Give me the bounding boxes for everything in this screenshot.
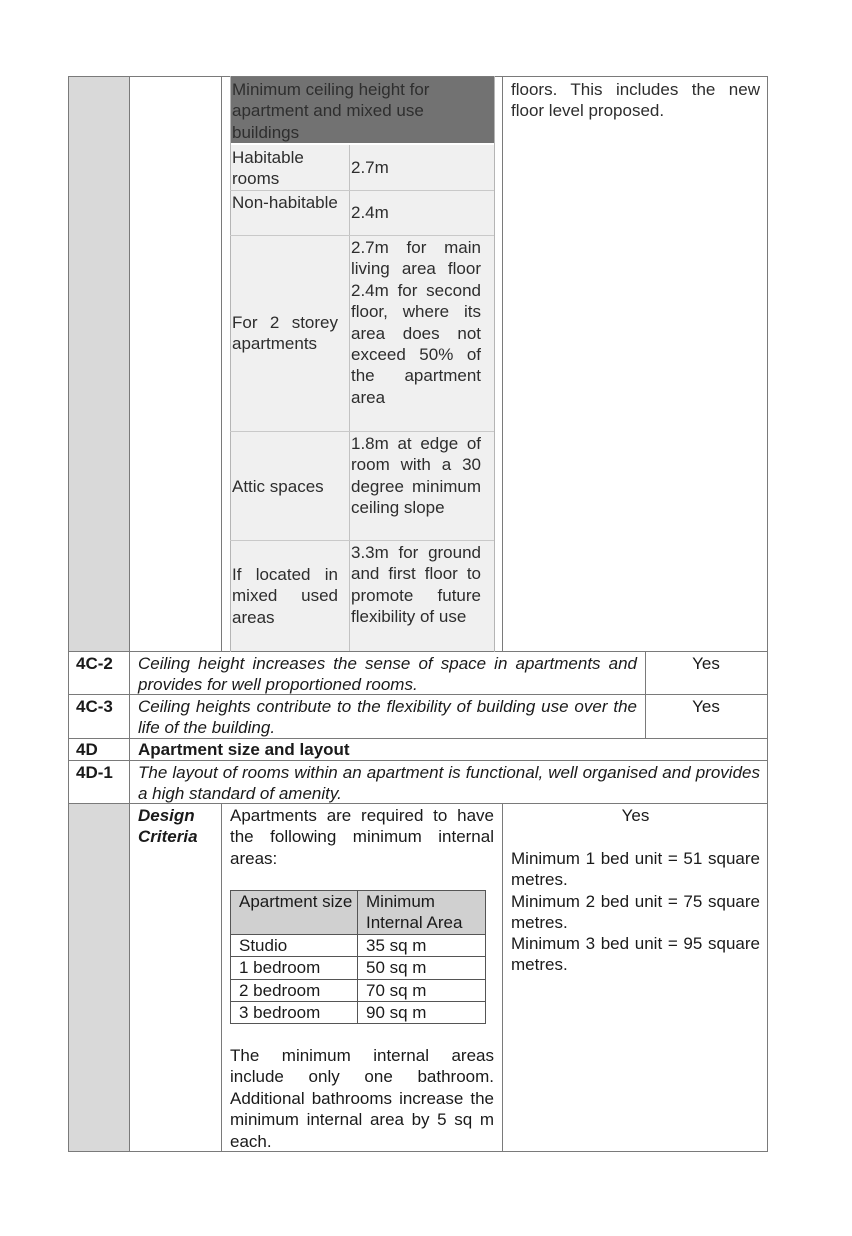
- ceiling-row-value: 1.8m at edge of room with a 30 degree minimum ceiling slope: [351, 434, 481, 518]
- ceiling-row-label: For 2 storey apartments: [232, 313, 338, 354]
- ceiling-row-value: 2.7m for main living area floor 2.4m for second floor, where its area does not exceed 50% of the apartment area: [351, 238, 481, 407]
- table-cell: 1 bedroom: [231, 957, 358, 979]
- ceiling-row-value: 2.4m: [351, 203, 389, 222]
- row-code: 4C-3: [76, 697, 113, 716]
- border-top: [68, 76, 768, 77]
- ceiling-row-line: [230, 540, 494, 541]
- table-cell: Studio: [231, 934, 358, 956]
- compliance-yes: Yes: [692, 697, 720, 716]
- apartment-area-table: [230, 890, 486, 1024]
- table-cell: 2 bedroom: [231, 979, 358, 1001]
- section-title: Apartment size and layout: [138, 740, 350, 759]
- ceiling-row-line: [230, 235, 494, 236]
- ceiling-row-label: Attic spaces: [232, 477, 324, 496]
- design-comment: Minimum 3 bed unit = 95 square metres.: [511, 934, 760, 975]
- ceiling-row-label: Habitable rooms: [232, 148, 304, 189]
- row-text: Ceiling heights contribute to the flexibility of building use over the life of the building.: [138, 697, 637, 738]
- ceiling-table-header: Minimum ceiling height for apartment and mixed use buildings: [232, 80, 430, 142]
- table-cell: 35 sq m: [358, 934, 486, 956]
- compliance-yes: Yes: [621, 806, 650, 825]
- design-comment: Minimum 1 bed unit = 51 square metres.: [511, 849, 760, 890]
- design-intro: Apartments are required to have the following minimum internal areas:: [230, 806, 494, 868]
- row-code: 4D-1: [76, 763, 113, 782]
- col-separator: [221, 76, 222, 652]
- table-cell: 90 sq m: [358, 1002, 486, 1024]
- row-text: Ceiling height increases the sense of space in apartments and provides for well proportioned rooms.: [138, 654, 637, 695]
- code-col-separator: [129, 76, 130, 1152]
- ceiling-row-label: If located in mixed used areas: [232, 565, 338, 627]
- table-row: [231, 957, 486, 979]
- ceiling-row-line: [230, 431, 494, 432]
- table-header-cell: Apartment size: [231, 891, 358, 935]
- code-column-shade-top: [69, 77, 129, 651]
- table-cell: 3 bedroom: [231, 1002, 358, 1024]
- table-header-row: [231, 891, 486, 935]
- section-code: 4D: [76, 740, 98, 759]
- ceiling-table-mid: [349, 145, 350, 651]
- row-text: The layout of rooms within an apartment is functional, well organised and provides a high standard of amenity.: [138, 763, 760, 804]
- col-separator: [502, 76, 503, 652]
- ceiling-row-value: 2.7m: [351, 158, 389, 177]
- design-note: The minimum internal areas include only one bathroom. Additional bathrooms increase the minimum internal area by 5 sq m each.: [230, 1046, 494, 1151]
- border-right: [767, 76, 768, 1152]
- table-cell: 50 sq m: [358, 957, 486, 979]
- row-separator: [68, 651, 768, 652]
- table-cell: 70 sq m: [358, 979, 486, 1001]
- col-separator: [502, 803, 503, 1152]
- compliance-yes: Yes: [692, 654, 720, 673]
- top-comment: floors. This includes the new floor level proposed.: [511, 80, 760, 121]
- design-criteria-label: Design Criteria: [138, 806, 198, 847]
- ceiling-row-value: 3.3m for ground and first floor to promote future flexibility of use: [351, 543, 481, 627]
- ceiling-row-line: [230, 190, 494, 191]
- table-header-cell: Minimum Internal Area: [358, 891, 486, 935]
- table-row: [231, 1002, 486, 1024]
- border-left: [68, 76, 69, 1152]
- col-separator: [221, 803, 222, 1152]
- row-code: 4C-2: [76, 654, 113, 673]
- design-comment: Minimum 2 bed unit = 75 square metres.: [511, 892, 760, 933]
- ceiling-row-label: Non-habitable: [232, 193, 338, 212]
- code-column-shade-bottom: [69, 804, 129, 1151]
- table-row: [231, 934, 486, 956]
- table-row: [231, 979, 486, 1001]
- ceiling-table-right: [494, 76, 495, 652]
- ceiling-table-left: [230, 76, 231, 652]
